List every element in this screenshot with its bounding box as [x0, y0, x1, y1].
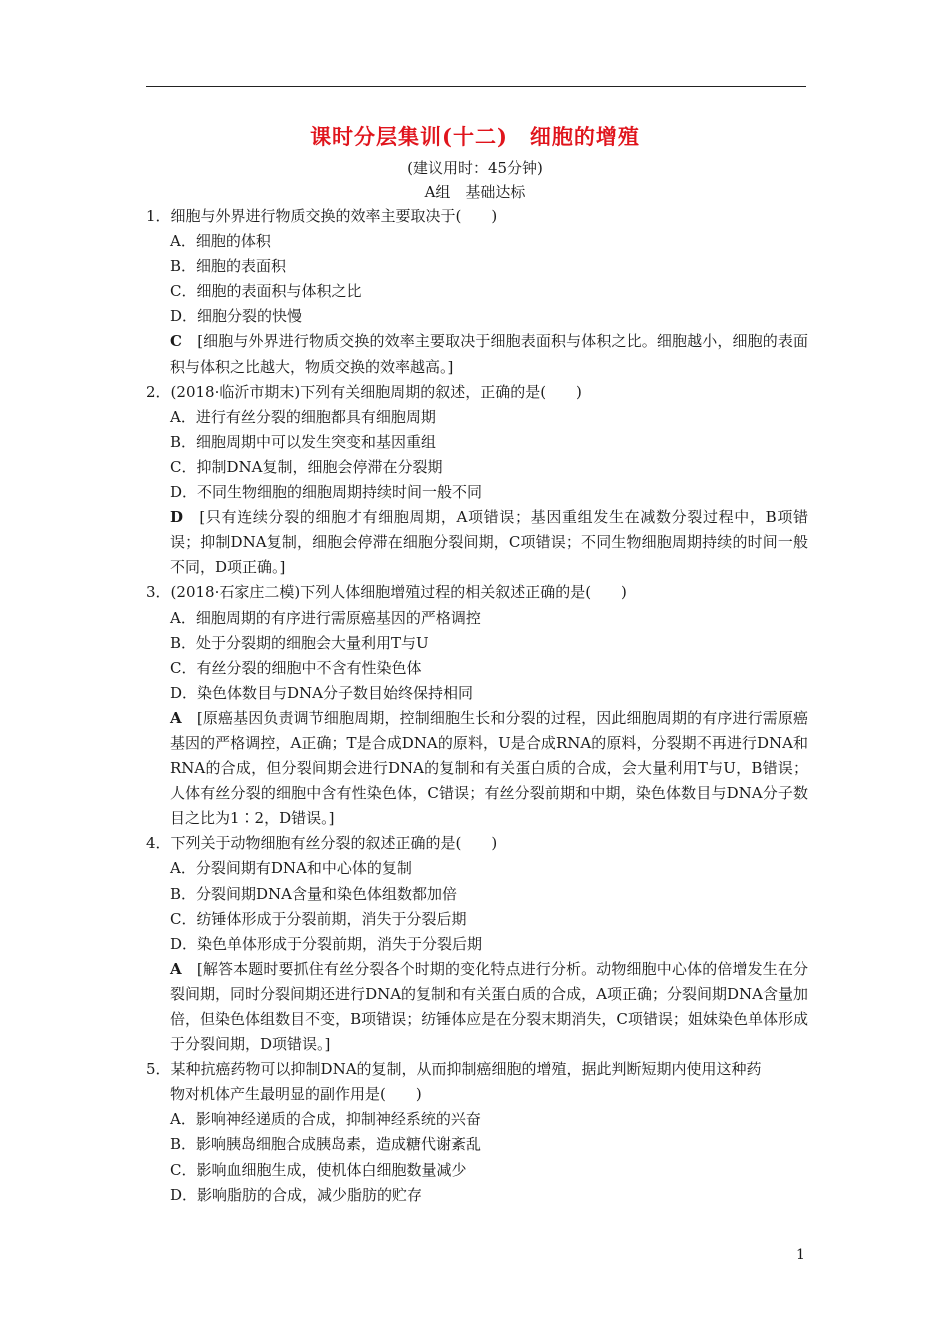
option-d: D．影响脂肪的合成，减少脂肪的贮存 [170, 1185, 423, 1204]
option-c: C．有丝分裂的细胞中不含有性染色体 [170, 658, 422, 677]
question-list [146, 204, 808, 1208]
option-d: D．不同生物细胞的细胞周期持续时间一般不同 [170, 483, 483, 502]
header-rule [146, 86, 806, 87]
option-c: C．影响血细胞生成，使机体白细胞数量减少 [170, 1160, 467, 1179]
answer-text: [只有连续分裂的细胞才有细胞周期，A项错误；基因重组发生在减数分裂过程中，B项错误；抑制DNA复制，细胞会停滞在细胞分裂间期，C项错误；不同生物细胞周期持续的时间一般不同，D项正确。] [170, 508, 808, 577]
question-stem: 5．某种抗癌药物可以抑制DNA的复制，从而抑制癌细胞的增殖，据此判断短期内使用这种药 [146, 1060, 762, 1079]
option-b: B．影响胰岛细胞合成胰岛素，造成糖代谢紊乱 [170, 1135, 482, 1154]
option-b: B．细胞周期中可以发生突变和基因重组 [170, 432, 437, 451]
question-stem: 2．(2018·临沂市期末)下列有关细胞周期的叙述，正确的是( ) [146, 382, 582, 401]
question-stem: 4．下列关于动物细胞有丝分裂的叙述正确的是( ) [146, 834, 498, 853]
question-5 [146, 1057, 808, 1208]
option-c: C．纺锤体形成于分裂前期，消失于分裂后期 [170, 909, 467, 928]
question-stem-continued: 物对机体产生最明显的副作用是( ) [170, 1085, 422, 1104]
answer-letter: C [170, 332, 182, 351]
answer-explanation [146, 505, 808, 580]
option-b: B．处于分裂期的细胞会大量利用T与U [170, 633, 429, 652]
page-number: 1 [796, 1247, 805, 1263]
option-c: C．抑制DNA复制，细胞会停滞在分裂期 [170, 457, 443, 476]
question-2 [146, 380, 808, 581]
question-3 [146, 580, 808, 831]
option-a: A．分裂间期有DNA和中心体的复制 [170, 859, 412, 878]
option-b: B．分裂间期DNA含量和染色体组数都加倍 [170, 884, 458, 903]
answer-explanation [146, 706, 808, 831]
option-b: B．细胞的表面积 [170, 257, 287, 276]
answer-text: [原癌基因负责调节细胞周期，控制细胞生长和分裂的过程，因此细胞周期的有序进行需原癌基因的严格调控，A正确；T是合成DNA的原料，U是合成RNA的原料，分裂期不再进行DNA和RNA的合成，但分裂间期会进行DNA的复制和有关蛋白质的合成，会大量利用T与U，B错误；人体有丝分裂的细胞中含有性染色体，C错误；有丝分裂前期和中期，染色体数目与DNA分子数目之比为1∶2，D错误。] [170, 708, 808, 828]
option-d: D．染色体数目与DNA分子数目始终保持相同 [170, 683, 474, 702]
answer-letter: A [170, 708, 182, 727]
suggested-time: (建议用时：45分钟) [407, 159, 543, 177]
answer-text: [细胞与外界进行物质交换的效率主要取决于细胞表面积与体积之比。细胞越小，细胞的表面积与体积之比越大，物质交换的效率越高。] [170, 332, 808, 376]
option-a: A．影响神经递质的合成，抑制神经系统的兴奋 [170, 1110, 481, 1129]
question-4 [146, 831, 808, 1057]
option-d: D．细胞分裂的快慢 [170, 307, 303, 326]
question-stem: 1．细胞与外界进行物质交换的效率主要取决于( ) [146, 207, 498, 225]
option-a: A．进行有丝分裂的细胞都具有细胞周期 [170, 407, 436, 426]
option-c: C．细胞的表面积与体积之比 [170, 282, 362, 301]
answer-explanation [146, 957, 808, 1057]
option-d: D．染色单体形成于分裂前期，消失于分裂后期 [170, 934, 483, 953]
question-1 [146, 204, 808, 380]
answer-letter: A [170, 959, 182, 978]
option-a: A．细胞周期的有序进行需原癌基因的严格调控 [170, 608, 481, 627]
question-stem: 3．(2018·石家庄二模)下列人体细胞增殖过程的相关叙述正确的是( ) [146, 583, 627, 602]
answer-text: [解答本题时要抓住有丝分裂各个时期的变化特点进行分析。动物细胞中心体的倍增发生在分裂间期，同时分裂间期还进行DNA的复制和有关蛋白质的合成，A项正确；分裂间期DNA含量加倍，但染色体组数目不变，B项错误；纺锤体应是在分裂末期消失，C项错误；姐妹染色单体形成于分裂间期，D项错误。] [170, 959, 808, 1054]
answer-letter: D [170, 508, 184, 527]
page-title: 课时分层集训(十二) 细胞的增殖 [310, 124, 640, 149]
option-a: A．细胞的体积 [170, 232, 271, 251]
answer-explanation [146, 329, 808, 379]
group-heading: A组 基础达标 [424, 183, 526, 201]
